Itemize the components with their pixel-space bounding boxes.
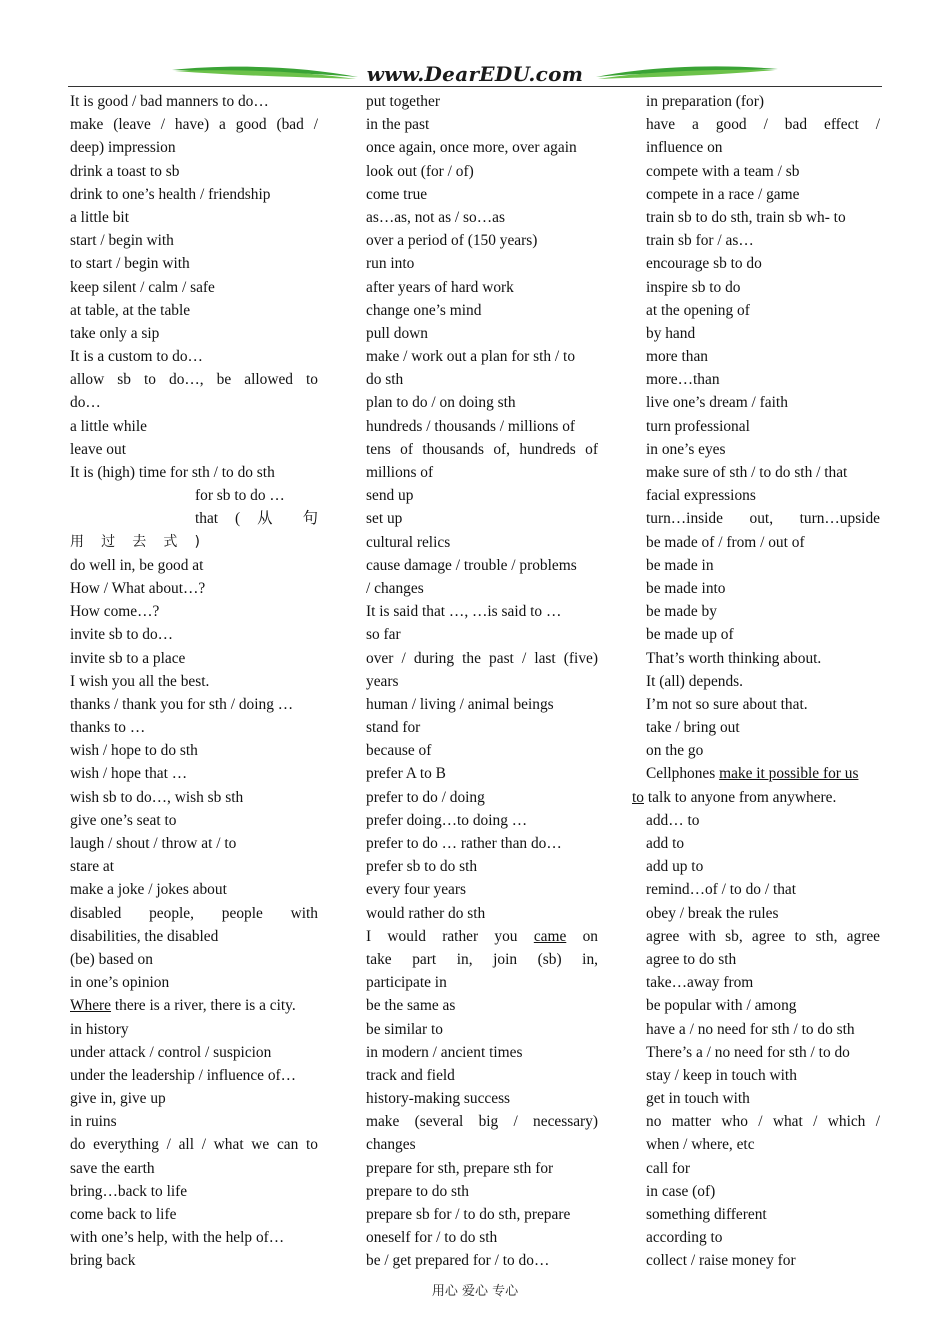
list-item: prefer sb to do sth [366, 858, 478, 876]
list-item: more…than [646, 371, 720, 389]
list-item: do… [70, 394, 101, 412]
list-item: once again, once more, over again [366, 139, 577, 157]
list-item: at the opening of [646, 301, 750, 319]
list-item: How / What about…? [70, 579, 206, 597]
list-item: invite sb to do… [70, 626, 174, 644]
list-item: after years of hard work [366, 278, 514, 296]
list-item: do everything / all / what we can to [70, 1136, 318, 1154]
list-item: compete in a race / game [646, 185, 800, 203]
phrase-column-1 [70, 90, 318, 1273]
phrase-column-3 [632, 90, 880, 1273]
list-item: compete with a team / sb [646, 162, 800, 180]
list-item: make a joke / jokes about [70, 881, 227, 899]
list-item: 用 过 去 式 ) [70, 533, 200, 550]
list-item: human / living / animal beings [366, 695, 554, 713]
list-item: send up [366, 487, 414, 505]
list-item: under attack / control / suspicion [70, 1043, 272, 1061]
list-item: be the same as [366, 997, 456, 1015]
list-item: plan to do / on doing sth [366, 394, 516, 412]
list-item: every four years [366, 881, 466, 899]
list-item: thanks to … [70, 719, 146, 737]
list-item: prefer to do … rather than do… [366, 835, 562, 852]
list-item: to start / begin with [70, 255, 190, 273]
list-item: participate in [366, 974, 447, 992]
list-item: changes [366, 1136, 416, 1154]
list-item: be made into [646, 579, 726, 597]
list-item: It (all) depends. [646, 672, 744, 690]
list-item: collect / raise money for [646, 1252, 796, 1270]
list-item: That’s worth thinking about. [646, 649, 822, 667]
list-item: keep silent / calm / safe [70, 278, 215, 296]
list-item: for sb to do … [195, 487, 285, 505]
list-item: over / during the past / last (five) [366, 649, 598, 667]
list-item: be made by [646, 603, 717, 621]
list-item: look out (for / of) [366, 162, 474, 180]
list-item: something different [646, 1206, 767, 1223]
list-item: prepare sb for / to do sth, prepare [366, 1206, 571, 1223]
list-item: influence on [646, 139, 723, 157]
list-item: make (several big / necessary) [366, 1113, 598, 1131]
list-item: do sth [366, 371, 404, 389]
list-item: a little bit [70, 208, 129, 226]
list-item: It is a custom to do… [70, 348, 203, 366]
list-item: prepare to do sth [366, 1182, 469, 1200]
list-item: take part in, join (sb) in, [366, 950, 598, 968]
list-item: drink a toast to sb [70, 162, 180, 180]
list-item: wish / hope to do sth [70, 742, 198, 760]
list-item: so far [366, 626, 401, 644]
list-item: give one’s seat to [70, 811, 177, 829]
list-item: over a period of (150 years) [366, 232, 538, 250]
list-item: add to [646, 835, 685, 852]
list-item: do well in, be good at [70, 556, 204, 574]
list-item: on the go [646, 742, 704, 760]
list-item: make (leave / have) a good (bad / [70, 116, 318, 134]
list-item: by hand [646, 324, 696, 342]
list-item: when / where, etc [646, 1136, 755, 1154]
list-item: (be) based on [70, 950, 153, 968]
list-item: run into [366, 255, 415, 273]
list-item: hundreds / thousands / millions of [366, 417, 576, 435]
list-item: Cellphones make it possible for us [646, 765, 859, 783]
list-item: more than [646, 348, 708, 366]
list-item: Where there is a river, there is a city. [70, 997, 296, 1015]
list-item: prefer doing…to doing … [366, 811, 528, 829]
list-item: prefer A to B [366, 765, 446, 783]
list-item: be made up of [646, 626, 734, 644]
list-item: track and field [366, 1066, 455, 1084]
list-item: laugh / shout / throw at / to [70, 835, 237, 852]
list-item: disabled people, people with [70, 904, 318, 922]
list-item: history-making success [366, 1090, 511, 1108]
list-item: There’s a / no need for sth / to do [646, 1043, 850, 1061]
list-item: because of [366, 742, 432, 760]
list-item: prefer to do / doing [366, 788, 485, 806]
list-item: prepare for sth, prepare sth for [366, 1159, 554, 1177]
list-item: train sb for / as… [646, 232, 754, 250]
list-item: take only a sip [70, 324, 160, 342]
list-item: invite sb to a place [70, 649, 186, 667]
list-item: in ruins [70, 1113, 117, 1131]
list-item: start / begin with [70, 232, 174, 250]
list-item: oneself for / to do sth [366, 1229, 498, 1247]
list-item: I would rather you came on [366, 927, 598, 945]
list-item: would rather do sth [366, 904, 486, 922]
list-item: turn professional [646, 417, 750, 435]
list-item: How come…? [70, 603, 160, 621]
list-item: drink to one’s health / friendship [70, 185, 271, 203]
list-item: years [366, 672, 399, 690]
list-item: take…away from [646, 974, 754, 992]
list-item: with one’s help, with the help of… [70, 1229, 285, 1247]
list-item: It is (high) time for sth / to do sth [70, 464, 275, 481]
list-item: add up to [646, 858, 704, 876]
list-item: bring back [70, 1252, 136, 1270]
list-item: make sure of sth / to do sth / that [646, 464, 848, 481]
list-item: cultural relics [366, 533, 451, 551]
list-item: in preparation (for) [646, 93, 764, 110]
list-item: put together [366, 93, 440, 110]
list-item: disabilities, the disabled [70, 927, 219, 945]
list-item: in one’s eyes [646, 440, 726, 458]
list-item: to talk to anyone from anywhere. [632, 788, 837, 806]
list-item: as…as, not as / so…as [366, 208, 505, 226]
list-item: in modern / ancient times [366, 1043, 523, 1061]
list-item: pull down [366, 324, 428, 342]
list-item: a little while [70, 417, 147, 435]
list-item: in the past [366, 116, 430, 134]
list-item: I wish you all the best. [70, 672, 210, 690]
list-item: millions of [366, 464, 434, 481]
list-item: I’m not so sure about that. [646, 695, 808, 713]
list-item: tens of thousands of, hundreds of [366, 440, 598, 458]
list-item: make / work out a plan for sth / to [366, 348, 576, 366]
site-logo[interactable]: www.DearEDU.com [366, 62, 584, 86]
list-item: facial expressions [646, 487, 756, 505]
list-item: take / bring out [646, 719, 740, 737]
list-item: It is good / bad manners to do… [70, 93, 269, 110]
list-item: save the earth [70, 1159, 155, 1177]
list-item: give in, give up [70, 1090, 166, 1108]
list-item: be made in [646, 556, 714, 574]
list-item: in history [70, 1020, 129, 1038]
list-item: have a / no need for sth / to do sth [646, 1020, 855, 1038]
list-item: turn…inside out, turn…upside [646, 510, 880, 528]
list-item: add… to [646, 811, 700, 829]
list-item: set up [366, 510, 403, 528]
list-item: that ( 从 句 [195, 510, 318, 528]
list-item: obey / break the rules [646, 904, 779, 922]
list-item: be popular with / among [646, 997, 797, 1015]
list-item: in one’s opinion [70, 974, 170, 992]
list-item: have a good / bad effect / [646, 116, 880, 134]
list-item: thanks / thank you for sth / doing … [70, 695, 294, 713]
list-item: train sb to do sth, train sb wh- to [646, 208, 846, 226]
list-item: stare at [70, 858, 115, 876]
list-item: stand for [366, 719, 421, 737]
list-item: agree with sb, agree to sth, agree [646, 927, 880, 945]
list-item: allow sb to do…, be allowed to [70, 371, 318, 389]
list-item: come true [366, 185, 428, 203]
page-footer: 用心 爱心 专心 [431, 1284, 519, 1299]
list-item: inspire sb to do [646, 278, 741, 296]
list-item: cause damage / trouble / problems [366, 556, 577, 574]
list-item: wish sb to do…, wish sb sth [70, 788, 244, 806]
list-item: under the leadership / influence of… [70, 1066, 297, 1084]
list-item: / changes [366, 579, 424, 597]
list-item: live one’s dream / faith [646, 394, 788, 412]
list-item: agree to do sth [646, 950, 737, 968]
list-item: no matter who / what / which / [646, 1113, 880, 1131]
list-item: at table, at the table [70, 301, 191, 319]
header-divider [68, 86, 882, 87]
list-item: change one’s mind [366, 301, 482, 319]
list-item: in case (of) [646, 1182, 716, 1200]
list-item: come back to life [70, 1206, 177, 1223]
list-item: remind…of / to do / that [646, 881, 797, 899]
list-item: leave out [70, 440, 126, 458]
phrase-column-2 [366, 90, 598, 1273]
list-item: bring…back to life [70, 1182, 188, 1200]
list-item: wish / hope that … [70, 765, 188, 783]
list-item: be similar to [366, 1020, 443, 1038]
list-item: deep) impression [70, 139, 176, 157]
list-item: get in touch with [646, 1090, 750, 1108]
list-item: It is said that …, …is said to … [366, 603, 562, 621]
list-item: encourage sb to do [646, 255, 762, 273]
list-item: be made of / from / out of [646, 533, 805, 551]
list-item: stay / keep in touch with [646, 1066, 797, 1084]
list-item: be / get prepared for / to do… [366, 1252, 550, 1270]
list-item: according to [646, 1229, 723, 1247]
list-item: call for [646, 1159, 691, 1177]
